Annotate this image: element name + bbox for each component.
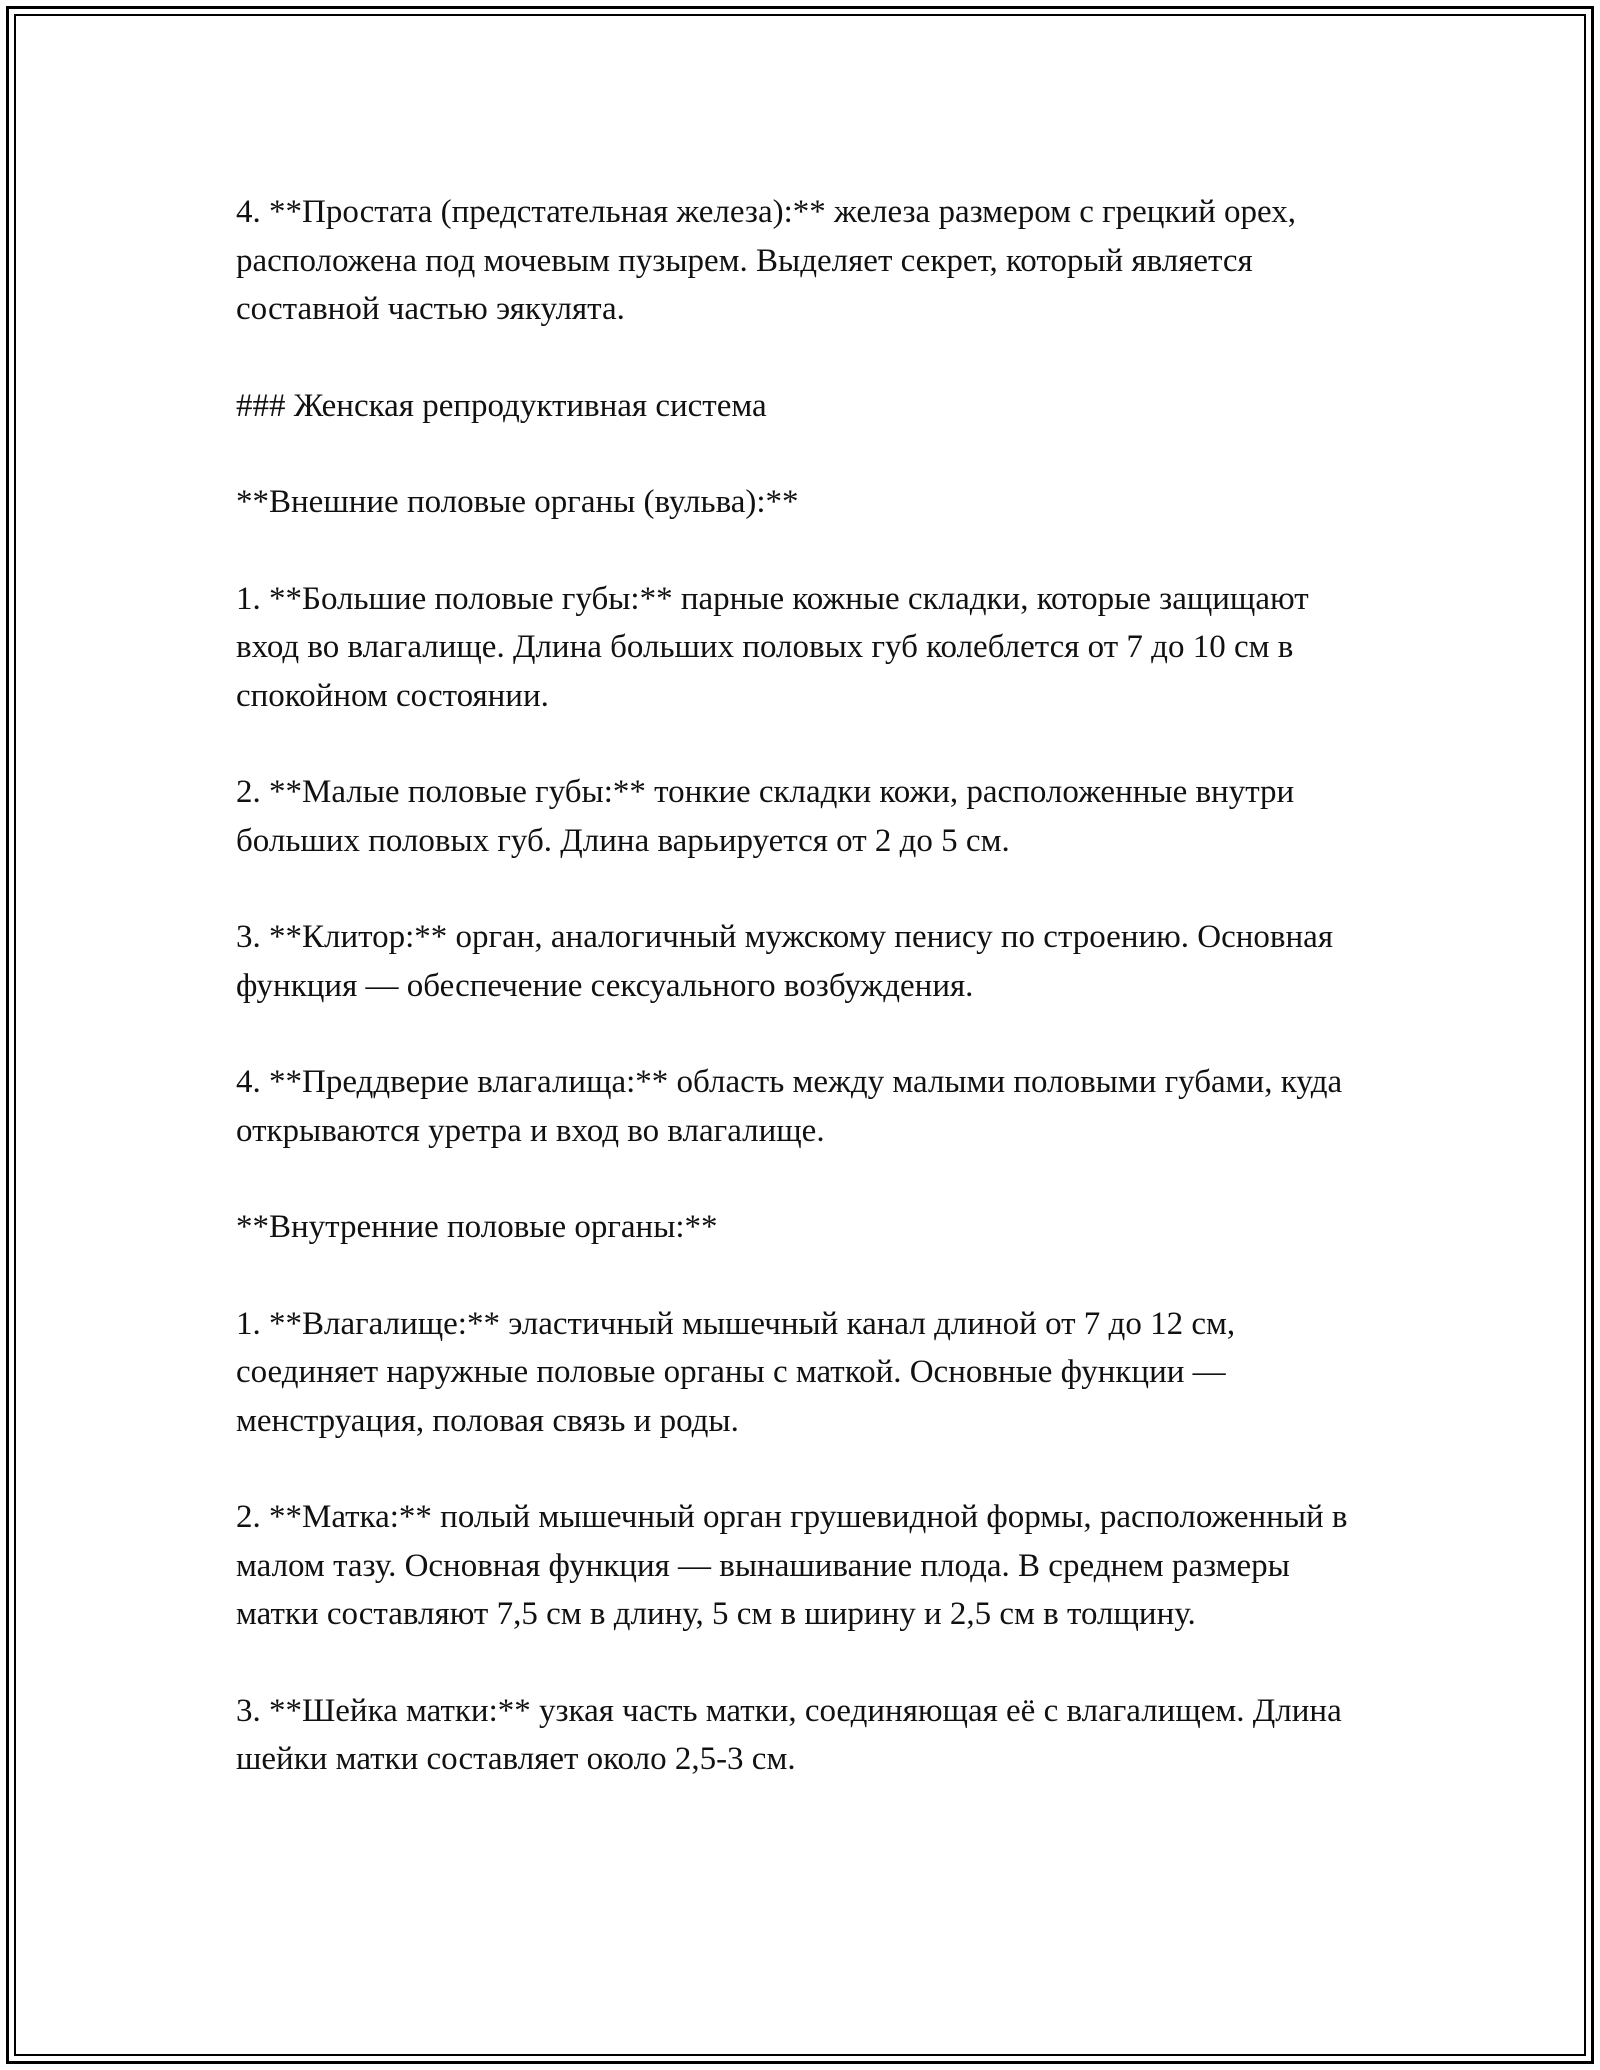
paragraph-vestibule: 4. **Преддверие влагалища:** область между малыми половыми губами, куда открываются уретра и вход во влагалище. xyxy=(236,1064,1343,1149)
paragraph-uterus: 2. **Матка:** полый мышечный орган грушевидной формы, расположенный в малом тазу. Основная функция — вынашивание плода. В среднем размеры матки составляют 7,5 см в длину, 5 см в ширину и 2,5 см в толщину. xyxy=(236,1499,1348,1632)
heading-external-organs: **Внешние половые органы (вульва):** xyxy=(236,484,799,520)
paragraph-cervix: 3. **Шейка матки:** узкая часть матки, соединяющая её с влагалищем. Длина шейки матки составляет около 2,5-3 см. xyxy=(236,1692,1342,1777)
paragraph-prostate: 4. **Простата (предстательная железа):** железа размером с грецкий орех, расположена под мочевым пузырем. Выделяет секрет, который является составной частью эякулята. xyxy=(236,194,1297,327)
paragraph-labia-majora: 1. **Большие половые губы:** парные кожные складки, которые защищают вход во влагалище. Длина больших половых губ колеблется от 7 до 10 см в спокойном состоянии. xyxy=(236,580,1309,714)
document-body xyxy=(236,188,1376,1832)
paragraph-clitoris: 3. **Клитор:** орган, аналогичный мужскому пенису по строению. Основная функция — обеспечение сексуального возбуждения. xyxy=(236,919,1333,1004)
heading-female-reproductive-system: ### Женская репродуктивная система xyxy=(236,387,767,424)
paragraph-labia-minora: 2. **Малые половые губы:** тонкие складки кожи, расположенные внутри больших половых губ. Длина варьируется от 2 до 5 см. xyxy=(236,774,1295,859)
paragraph-vagina: 1. **Влагалище:** эластичный мышечный канал длиной от 7 до 12 см, соединяет наружные половые органы с маткой. Основные функции — менструация, половая связь и роды. xyxy=(236,1305,1236,1439)
heading-internal-organs: **Внутренние половые органы:** xyxy=(236,1209,718,1245)
